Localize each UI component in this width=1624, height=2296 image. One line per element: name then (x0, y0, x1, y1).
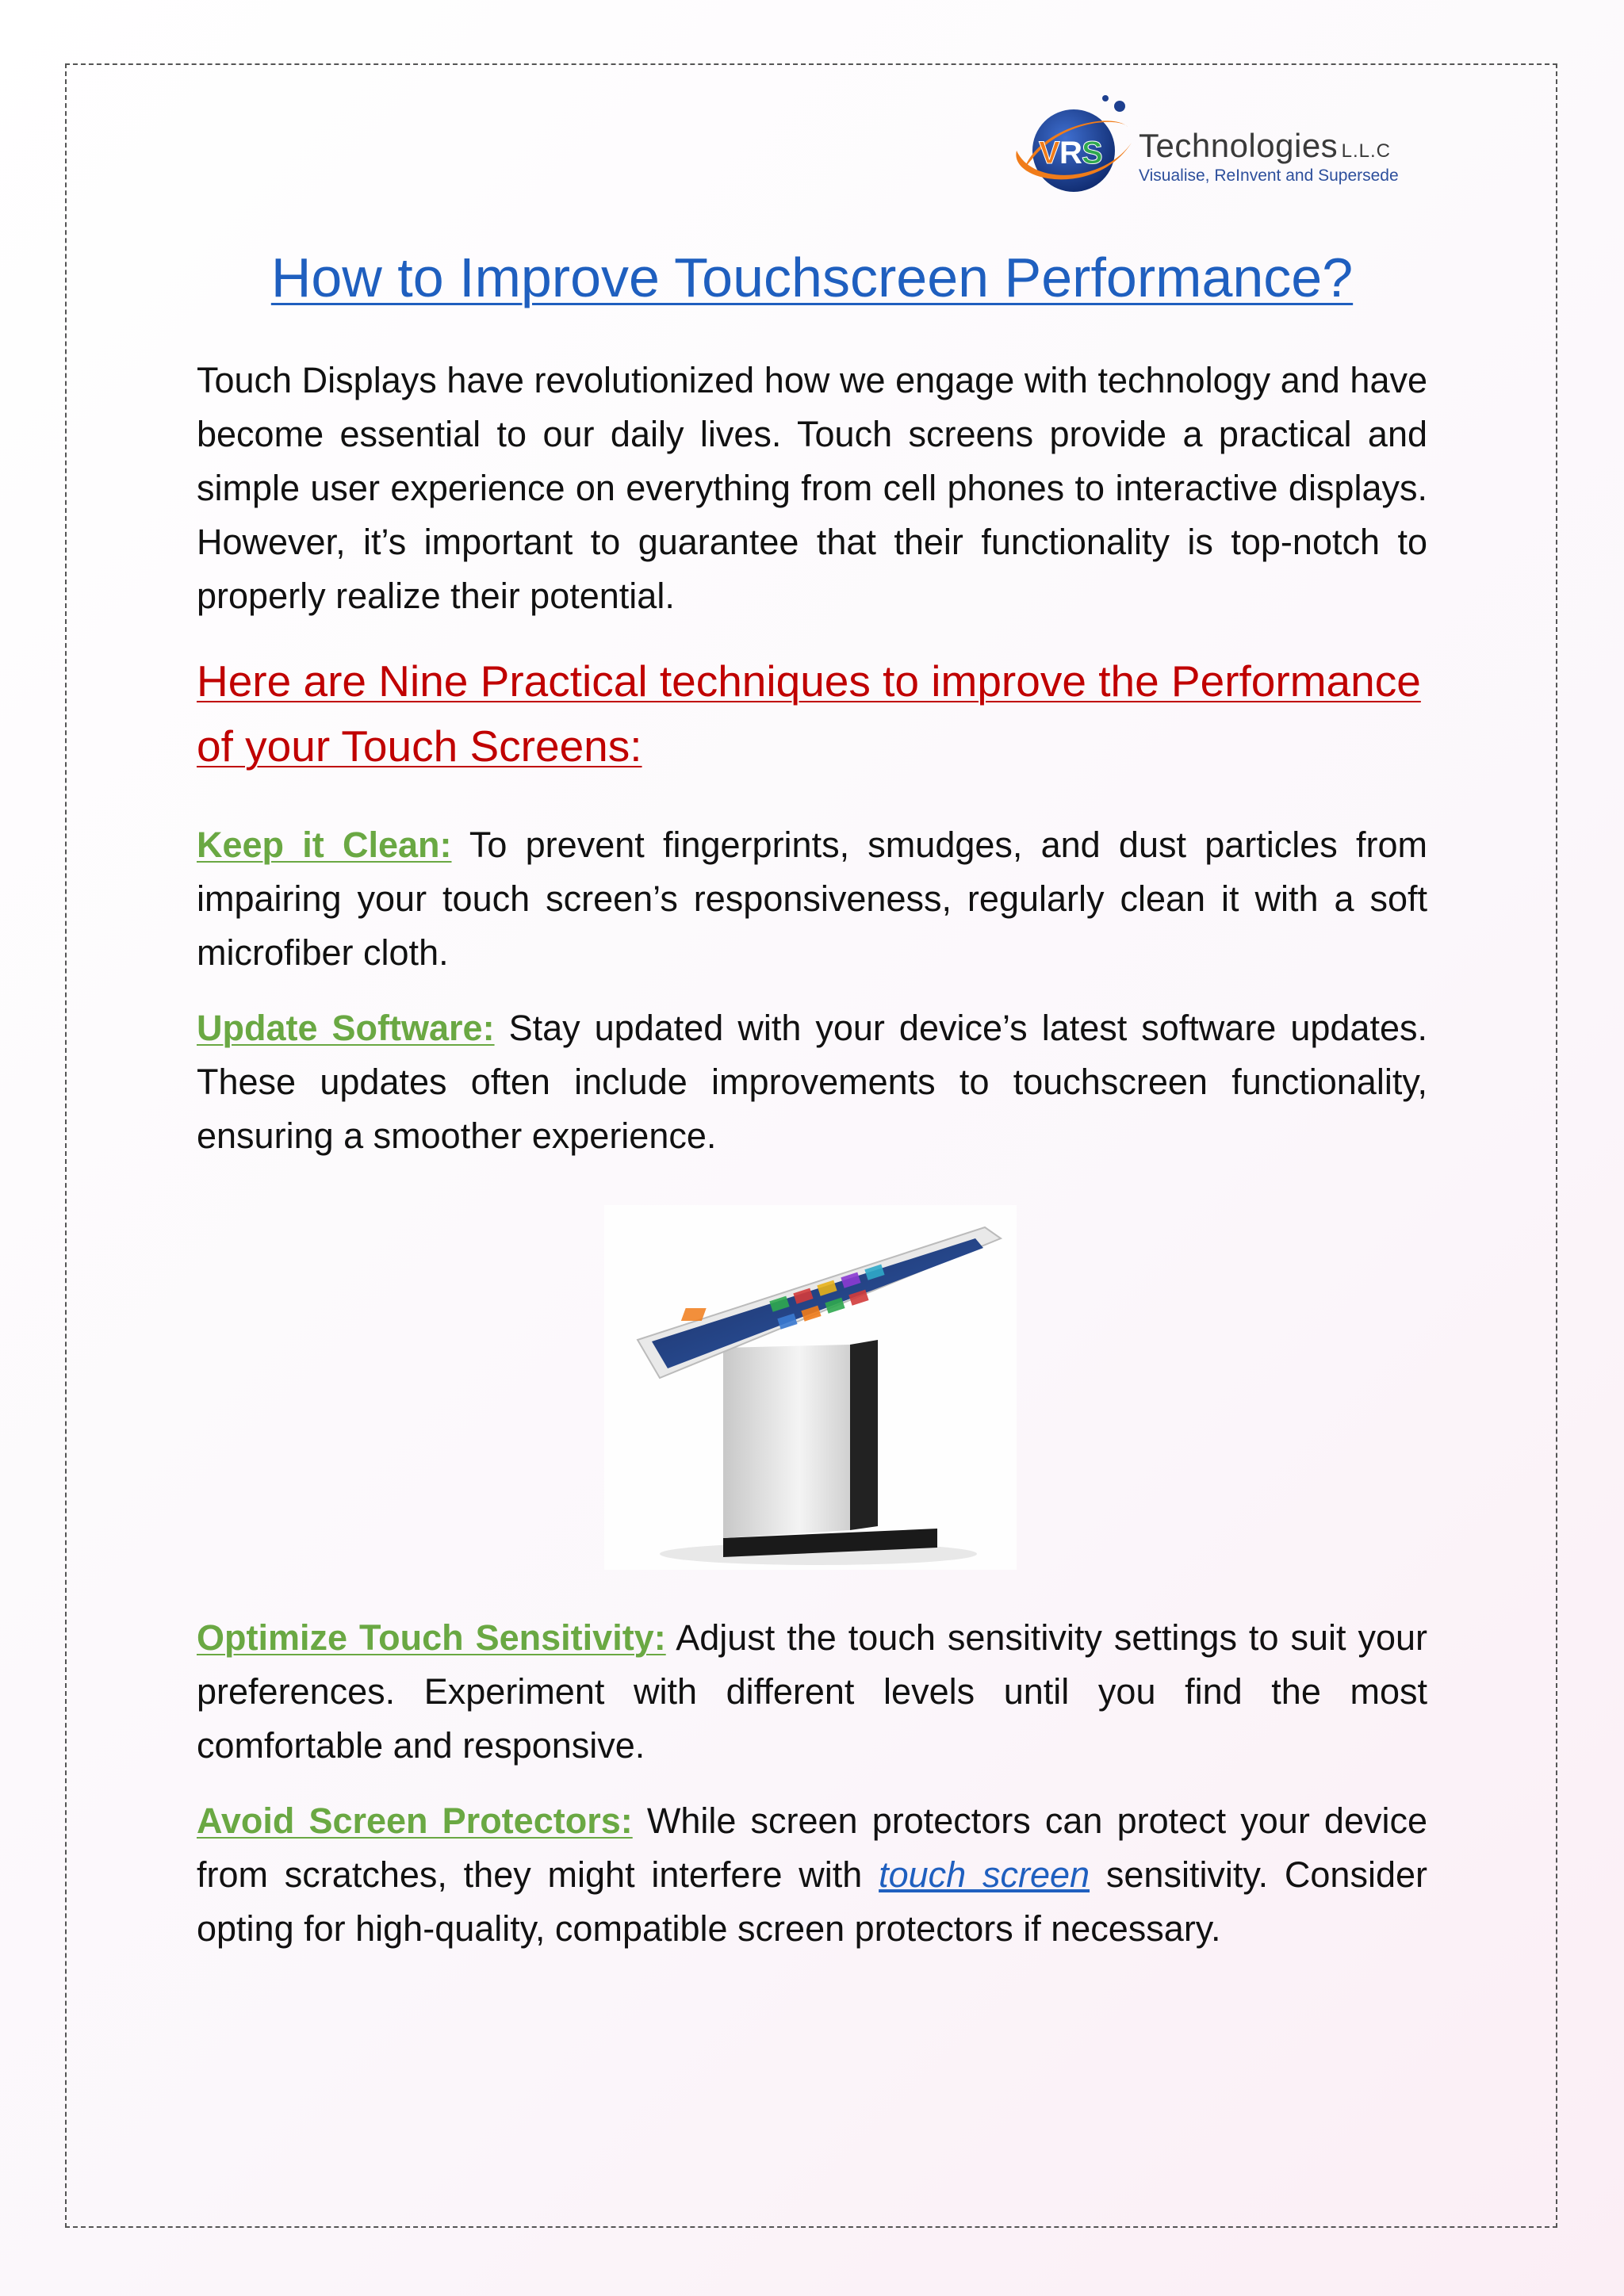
tip-text: sensitivity. Consider opting for high-quality, compatible screen protectors if necessary. (197, 1854, 1427, 1949)
tip-label: Update Software: (197, 1008, 495, 1048)
tip-label: Optimize Touch Sensitivity: (197, 1617, 666, 1658)
tip-text: To prevent fingerprints, smudges, and dust particles from impairing your touch screen’s responsiveness, regularly clean it with a soft microfiber cloth. (197, 825, 1427, 973)
tip-optimize-sensitivity (197, 1611, 1427, 1773)
logo-name: Technologies (1139, 127, 1339, 164)
touchscreen-kiosk-image (604, 1205, 1017, 1570)
tip-text: Stay updated with your device’s latest software updates. These updates often include improvements to touchscreen functionality, ensuring a smoother experience. (197, 1008, 1427, 1156)
vrs-globe-icon (1001, 95, 1136, 214)
tip-keep-clean (197, 818, 1427, 980)
logo-suffix: L.L.C (1341, 140, 1391, 162)
tip-avoid-protectors (197, 1794, 1427, 1956)
svg-text:R: R (1059, 136, 1082, 170)
tip-label: Avoid Screen Protectors: (197, 1800, 633, 1841)
logo-text (1139, 128, 1399, 186)
touch-screen-link[interactable]: touch screen (879, 1854, 1090, 1895)
logo-tagline: Visualise, ReInvent and Supersede (1139, 166, 1399, 185)
tip-text: Adjust the touch sensitivity settings to suit your preferences. Experiment with different levels until you find the most comfortable and responsive. (197, 1617, 1427, 1766)
page-title: How to Improve Touchscreen Performance? (270, 247, 1354, 308)
svg-text:V: V (1039, 136, 1060, 170)
tip-update-software (197, 1001, 1427, 1163)
section-subheading: Here are Nine Practical techniques to improve the Performance of your Touch Screens: (197, 656, 1421, 771)
intro-paragraph: Touch Displays have revolutionized how we engage with technology and have become essential to our daily lives. Touch screens provide a practical and simple user experience on everything from cell phones to interactive displays. However, it’s important to guarantee that their functionality is top-notch to properly realize their potential. (197, 360, 1427, 616)
svg-text:S: S (1082, 136, 1103, 170)
tip-text: While screen protectors can protect your device from scratches, they might interfere with (197, 1800, 1428, 1895)
company-logo (1001, 95, 1429, 214)
tip-label: Keep it Clean: (197, 825, 452, 865)
